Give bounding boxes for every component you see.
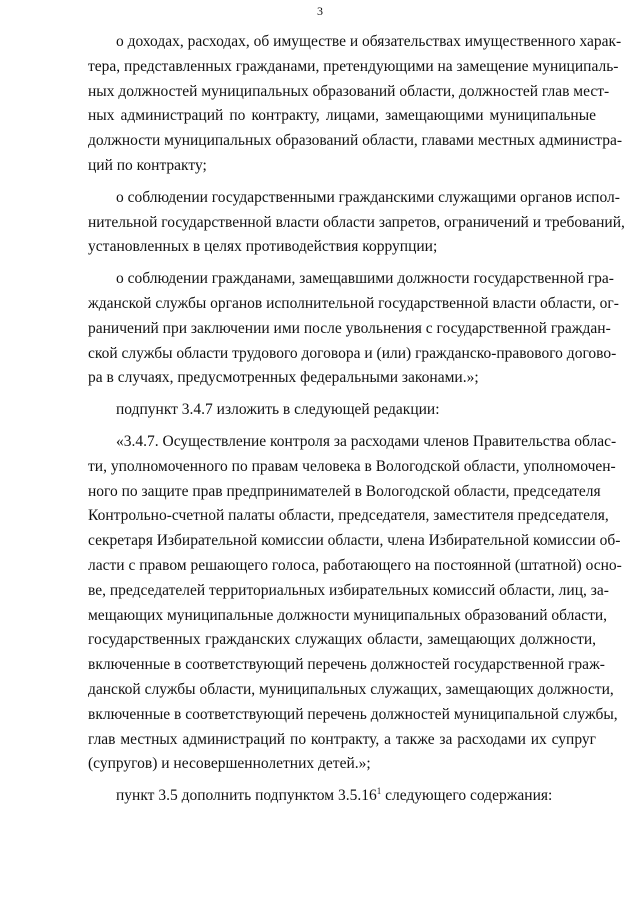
text-line: тера, представленных гражданами, претендующими на замещение муниципаль- bbox=[88, 57, 619, 75]
paragraph-declarations bbox=[88, 30, 622, 179]
text-line: ций по контракту; bbox=[88, 156, 207, 174]
text-line: секретаря Избирательной комиссии области, члена Избирательной комиссии об- bbox=[88, 532, 621, 550]
text-line: ве, председателей территориальных избирательных комиссий области, лиц, за- bbox=[88, 581, 609, 599]
text-line: ного по защите прав предпринимателей в Вологодской области, председателя bbox=[88, 482, 601, 500]
text-line: нительной государственной власти области запретов, ограничений и требований, bbox=[88, 213, 625, 231]
text-line: ных администраций по контракту, лицами, замещающими муниципальные bbox=[88, 107, 596, 125]
text-line: Контрольно-счетной палаты области, председателя, заместителя председателя, bbox=[88, 507, 609, 525]
text-line: жданской службы органов исполнительной государственной власти области, ог- bbox=[88, 294, 619, 312]
text-line: подпункт 3.4.7 изложить в следующей редакции: bbox=[116, 401, 440, 419]
text-line: раничений при заключении ими после увольнения с государственной граждан- bbox=[88, 319, 611, 337]
text-line: о соблюдении гражданами, замещавшими должности государственной гра- bbox=[116, 270, 614, 288]
text-line: «3.4.7. Осуществление контроля за расходами членов Правительства облас- bbox=[116, 432, 617, 450]
text-line: ных должностей муниципальных образований области, должностей глав мест- bbox=[88, 82, 610, 100]
text-line: ской службы области трудового договора и (или) гражданско-правового догово- bbox=[88, 344, 617, 362]
text-fragment: следующего содержания: bbox=[381, 787, 553, 805]
text-line: о соблюдении государственными гражданскими служащими органов испол- bbox=[116, 188, 620, 206]
paragraph-clause-35-intro bbox=[88, 784, 596, 809]
text-line: включенные в соответствующий перечень должностей муниципальной службы, bbox=[88, 705, 618, 723]
superscript-index: 1 bbox=[376, 785, 382, 796]
text-fragment: пункт 3.5 дополнить подпунктом 3.5.16 bbox=[116, 787, 377, 805]
text-line: ласти с правом решающего голоса, работающего на постоянной (штатной) осно- bbox=[88, 556, 622, 574]
paragraph-former-servants bbox=[88, 267, 619, 391]
text-line: государственных гражданских служащих области, замещающих должности, bbox=[88, 631, 596, 649]
paragraph-subclause-347-intro bbox=[88, 398, 596, 423]
text-line: ра в случаях, предусмотренных федеральными законами.»; bbox=[88, 369, 479, 387]
text-line: включенные в соответствующий перечень должностей государственной граж- bbox=[88, 656, 605, 674]
paragraph-civil-servants bbox=[88, 186, 625, 260]
text-line: мещающих муниципальные должности муниципальных образований области, bbox=[88, 606, 608, 624]
text-line: установленных в целях противодействия коррупции; bbox=[88, 238, 438, 256]
text-line: (супругов) и несовершеннолетних детей.»; bbox=[88, 755, 371, 773]
text-line: глав местных администраций по контракту, а также за расходами их супруг bbox=[88, 730, 596, 748]
text-line: ти, уполномоченного по правам человека в Вологодской области, уполномочен- bbox=[88, 457, 616, 475]
page-number: 3 bbox=[317, 4, 323, 18]
text-line bbox=[88, 784, 596, 809]
document-body bbox=[88, 30, 625, 809]
text-line: должности муниципальных образований области, главами местных администра- bbox=[88, 132, 622, 150]
text-line: о доходах, расходах, об имуществе и обязательствах имущественного харак- bbox=[116, 33, 622, 50]
paragraph-subclause-347-text bbox=[88, 430, 622, 777]
text-line: данской службы области, муниципальных служащих, замещающих должности, bbox=[88, 680, 614, 698]
